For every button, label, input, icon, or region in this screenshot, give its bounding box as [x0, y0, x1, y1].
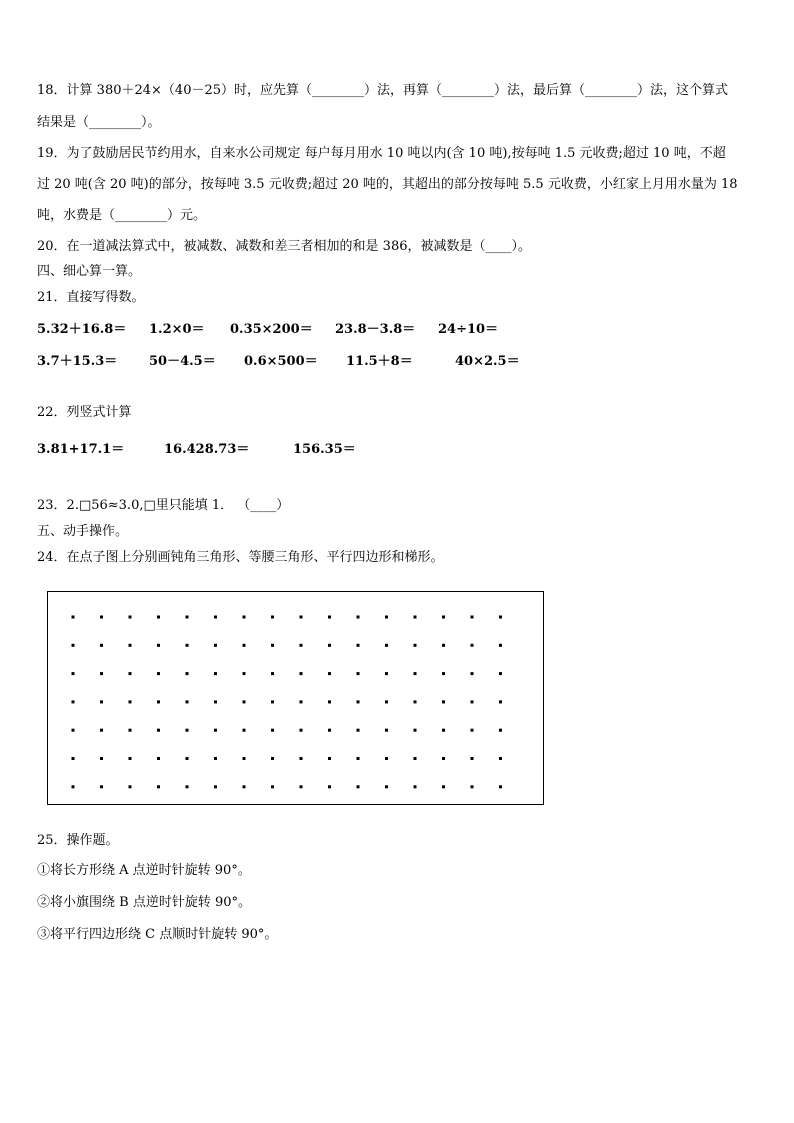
grid-dot	[186, 644, 189, 647]
question-18-line-1: 18．计算 380＋24×（40－25）时，应先算（________）法，再算（________）法，最后算（________）法，这个算式	[37, 83, 729, 98]
grid-dot	[214, 700, 217, 703]
grid-dot	[243, 729, 246, 732]
grid-dot	[72, 672, 75, 675]
grid-dot	[414, 672, 417, 675]
calc-item: 24÷10＝	[438, 322, 499, 337]
grid-dot	[72, 757, 75, 760]
grid-dot	[72, 644, 75, 647]
grid-dot	[385, 616, 388, 619]
grid-dot	[328, 785, 331, 788]
grid-dot	[271, 757, 274, 760]
grid-dot	[357, 644, 360, 647]
section-4-heading: 四、细心算一算。	[37, 264, 142, 279]
question-19-line-2: 过 20 吨(含 20 吨)的部分，按每吨 3.5 元收费;超过 20 吨的，其超出的部分按每吨 5.5 元收费，小红家上月用水量为 18	[37, 177, 738, 192]
grid-dot	[442, 700, 445, 703]
grid-dot	[271, 729, 274, 732]
grid-dot	[385, 785, 388, 788]
grid-dot	[357, 700, 360, 703]
grid-dot	[385, 729, 388, 732]
grid-dot	[357, 672, 360, 675]
grid-dot	[385, 672, 388, 675]
grid-dot	[129, 700, 132, 703]
grid-dot	[157, 672, 160, 675]
grid-dot	[214, 785, 217, 788]
calc-item: 0.6×500＝	[244, 354, 318, 369]
grid-dot	[499, 672, 502, 675]
grid-dot	[186, 757, 189, 760]
grid-dot	[499, 644, 502, 647]
grid-dot	[271, 785, 274, 788]
grid-dot	[100, 785, 103, 788]
calc-item: 40×2.5＝	[455, 354, 520, 369]
grid-dot	[243, 700, 246, 703]
grid-dot	[414, 700, 417, 703]
grid-dot	[357, 616, 360, 619]
grid-dot	[385, 700, 388, 703]
grid-dot	[499, 700, 502, 703]
grid-dot	[129, 616, 132, 619]
grid-dot	[214, 644, 217, 647]
grid-dot	[129, 644, 132, 647]
grid-dot	[442, 785, 445, 788]
grid-dot	[499, 785, 502, 788]
grid-dot	[471, 729, 474, 732]
question-25-item-1: ①将长方形绕 A 点逆时针旋转 90°。	[37, 863, 251, 878]
grid-dot	[499, 757, 502, 760]
grid-dot	[442, 616, 445, 619]
calc-item: 0.35×200＝	[230, 322, 313, 337]
section-5-heading: 五、动手操作。	[37, 524, 129, 539]
calc-item: 3.7＋15.3＝	[37, 354, 118, 369]
grid-dot	[328, 672, 331, 675]
grid-dot	[214, 672, 217, 675]
grid-dot	[328, 616, 331, 619]
calc-item: 50－4.5＝	[149, 354, 216, 369]
grid-dot	[300, 700, 303, 703]
grid-dot	[157, 757, 160, 760]
grid-dot	[414, 785, 417, 788]
grid-dot	[186, 785, 189, 788]
grid-dot	[157, 616, 160, 619]
calc-item: 5.32＋16.8＝	[37, 322, 127, 337]
grid-dot	[129, 757, 132, 760]
grid-dot	[129, 729, 132, 732]
grid-dot	[100, 644, 103, 647]
grid-dot	[357, 785, 360, 788]
grid-dot	[442, 729, 445, 732]
grid-dot	[100, 700, 103, 703]
grid-dot	[100, 672, 103, 675]
grid-dot	[271, 700, 274, 703]
grid-dot	[385, 644, 388, 647]
grid-dot	[471, 672, 474, 675]
grid-dot	[300, 672, 303, 675]
question-22-title: 22．列竖式计算	[37, 405, 132, 420]
grid-dot	[499, 729, 502, 732]
grid-dot	[243, 785, 246, 788]
dot-grid-box[interactable]	[47, 591, 544, 805]
grid-dot	[300, 729, 303, 732]
grid-dot	[72, 785, 75, 788]
grid-dot	[100, 729, 103, 732]
grid-dot	[385, 757, 388, 760]
grid-dot	[129, 672, 132, 675]
grid-dot	[499, 616, 502, 619]
grid-dot	[471, 700, 474, 703]
grid-dot	[243, 616, 246, 619]
grid-dot	[357, 729, 360, 732]
question-25-item-3: ③将平行四边形绕 C 点顺时针旋转 90°。	[37, 927, 278, 942]
vertical-calc-item: 156.35＝	[293, 442, 356, 457]
grid-dot	[129, 785, 132, 788]
grid-dot	[243, 757, 246, 760]
grid-dot	[214, 757, 217, 760]
grid-dot	[414, 729, 417, 732]
grid-dot	[328, 700, 331, 703]
grid-dot	[328, 729, 331, 732]
grid-dot	[243, 672, 246, 675]
question-21-title: 21．直接写得数。	[37, 290, 145, 305]
calc-item: 11.5＋8＝	[346, 354, 413, 369]
grid-dot	[471, 785, 474, 788]
question-18-line-2: 结果是（________）。	[37, 115, 161, 130]
dot-grid	[48, 592, 545, 806]
grid-dot	[214, 616, 217, 619]
grid-dot	[414, 644, 417, 647]
grid-dot	[72, 700, 75, 703]
grid-dot	[300, 644, 303, 647]
question-25-item-2: ②将小旗围绕 B 点逆时针旋转 90°。	[37, 895, 251, 910]
grid-dot	[157, 644, 160, 647]
grid-dot	[186, 672, 189, 675]
grid-dot	[300, 785, 303, 788]
calc-item: 1.2×0＝	[149, 322, 205, 337]
grid-dot	[442, 644, 445, 647]
question-25-title: 25．操作题。	[37, 833, 119, 848]
calc-item: 23.8－3.8＝	[335, 322, 416, 337]
grid-dot	[72, 616, 75, 619]
grid-dot	[471, 757, 474, 760]
grid-dot	[300, 616, 303, 619]
vertical-calc-item: 3.81+17.1＝	[37, 442, 125, 457]
question-19-line-3: 吨，水费是（________）元。	[37, 208, 207, 223]
grid-dot	[357, 757, 360, 760]
grid-dot	[471, 644, 474, 647]
grid-dot	[186, 700, 189, 703]
question-24: 24．在点子图上分别画钝角三角形、等腰三角形、平行四边形和梯形。	[37, 550, 444, 565]
grid-dot	[271, 672, 274, 675]
grid-dot	[442, 672, 445, 675]
grid-dot	[471, 616, 474, 619]
question-23: 23．2.□56≈3.0,□里只能填 1． （____）	[37, 498, 290, 513]
grid-dot	[414, 616, 417, 619]
grid-dot	[328, 644, 331, 647]
grid-dot	[300, 757, 303, 760]
vertical-calc-item: 16.428.73＝	[164, 442, 250, 457]
grid-dot	[271, 616, 274, 619]
grid-dot	[157, 700, 160, 703]
grid-dot	[243, 644, 246, 647]
grid-dot	[100, 616, 103, 619]
grid-dot	[157, 785, 160, 788]
question-19-line-1: 19．为了鼓励居民节约用水，自来水公司规定 每户每月用水 10 吨以内(含 10 吨),按每吨 1.5 元收费;超过 10 吨，不超	[37, 146, 726, 161]
grid-dot	[214, 729, 217, 732]
grid-dot	[100, 757, 103, 760]
grid-dot	[157, 729, 160, 732]
grid-dot	[328, 757, 331, 760]
question-20: 20．在一道减法算式中，被减数、减数和差三者相加的和是 386，被减数是（____）。	[37, 239, 531, 254]
grid-dot	[271, 644, 274, 647]
grid-dot	[186, 616, 189, 619]
grid-dot	[414, 757, 417, 760]
grid-dot	[186, 729, 189, 732]
grid-dot	[442, 757, 445, 760]
grid-dot	[72, 729, 75, 732]
